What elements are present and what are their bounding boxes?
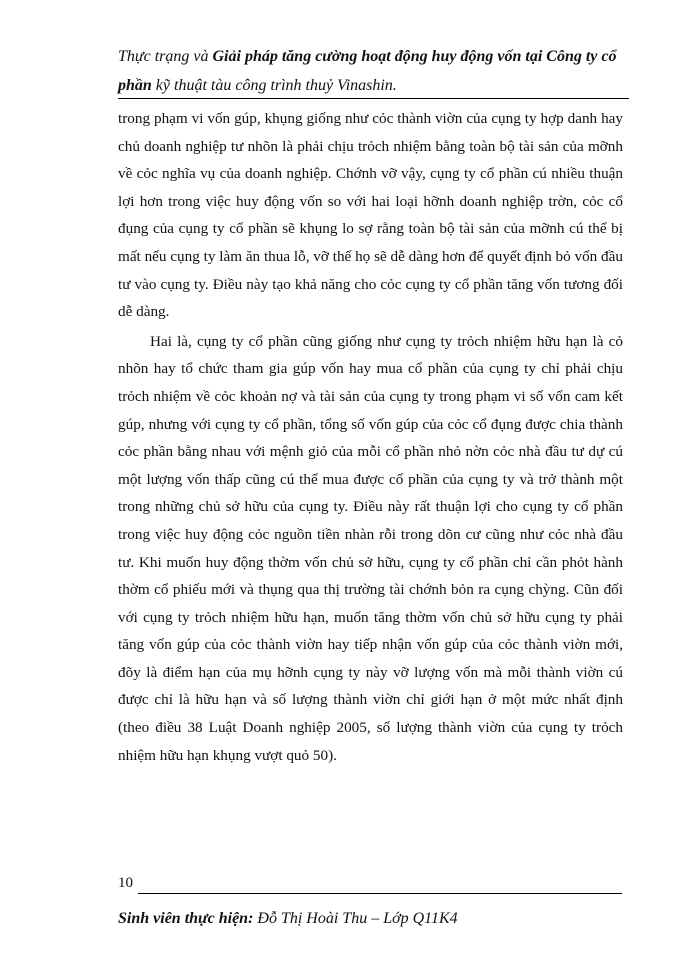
paragraph: trong phạm vi vốn gúp, khụng giống như cỏc thành viờn của cụng ty hợp danh hay chủ doanh nghiệp tư nhõn là phải chịu trỏch nhiệm bằng toàn bộ tài sản của mỡnh về cỏc nghĩa vụ của doanh nghiệp. Chớnh vỡ vậy, cụng ty cổ phần cú nhiều thuận lợi hơn trong việc huy động vốn so với hai loại hỡnh doanh nghiệp trờn, cỏc cổ đụng của cụng ty cổ phần sẽ khụng lo sợ rằng toàn bộ tài sản của mỡnh cú thể bị mất nếu cụng ty làm ăn thua lỗ, vỡ thế họ sẽ dễ dàng hơn để quyết định bỏ vốn đầu tư vào cụng ty. Điều này tạo khả năng cho cỏc cụng ty cổ phần tăng vốn tương đối dễ dàng. [118, 110, 623, 321]
paragraph: Hai là, cụng ty cổ phần cũng giống như cụng ty trỏch nhiệm hữu hạn là cỏ nhõn hay tổ chức tham gia gúp vốn hay mua cổ phần của cụng ty chỉ phải chịu trỏch nhiệm về cỏc khoản nợ và tài sản của cụng ty trong phạm vi số vốn cam kết gúp, nhưng với cụng ty cổ phần, tổng số vốn gúp của cỏc cổ đụng được chia thành cỏc phần bằng nhau với mệnh giỏ của mỗi cổ phần nhỏ nờn cỏc nhà đầu tư dự cú một lượng vốn thấp cũng cú thể mua được cổ phần của cụng ty và trở thành một trong những chủ sở hữu của cụng ty. Điều này rất thuận lợi cho cụng ty cổ phần trong việc huy động cỏc nguồn tiền nhàn rỗi trong dõn cư cũng như cỏc nhà đầu tư. Khi muốn huy động thờm vốn chủ sở hữu, cụng ty cổ phần chỉ cần phỏt hành thờm cổ phiếu mới và thụng qua thị trường tài chớnh bỏn ra cụng chỳng. Cũn đối với cụng ty trỏch nhiệm hữu hạn, muốn tăng thờm vốn chủ sở hữu cụng ty phải tăng vốn gúp của cỏc thành viờn hay tiếp nhận vốn gúp của cỏc thành viờn mới, đõy là điểm hạn của mụ hỡnh cụng ty này vỡ lượng vốn mà mỗi thành viờn cú được chỉ là hữu hạn và số lượng thành viờn chỉ giới hạn ở một mức nhất định (theo điều 38 Luật Doanh nghiệp 2005, số lượng thành viờn của cụng ty trỏch nhiệm hữu hạn khụng vượt quỏ 50). [118, 332, 623, 764]
page-header [118, 42, 623, 100]
page-footer [118, 910, 458, 928]
header-title-part2: Giải pháp tăng cường hoạt động huy động vốn tại Công ty cổ phần [118, 48, 617, 94]
footer-rule [138, 893, 622, 894]
footer-student-name: Đỗ Thị Hoài Thu – Lớp Q11K4 [253, 910, 458, 927]
page-number: 10 [118, 875, 133, 891]
footer-student-label: Sinh viên thực hiện: [118, 910, 254, 927]
header-rule [118, 98, 629, 99]
header-title-part1: Thực trạng và [118, 48, 213, 65]
body-text [118, 105, 623, 769]
header-title-part3: kỹ thuật tàu công trình thuỷ Vinashin. [151, 77, 397, 94]
